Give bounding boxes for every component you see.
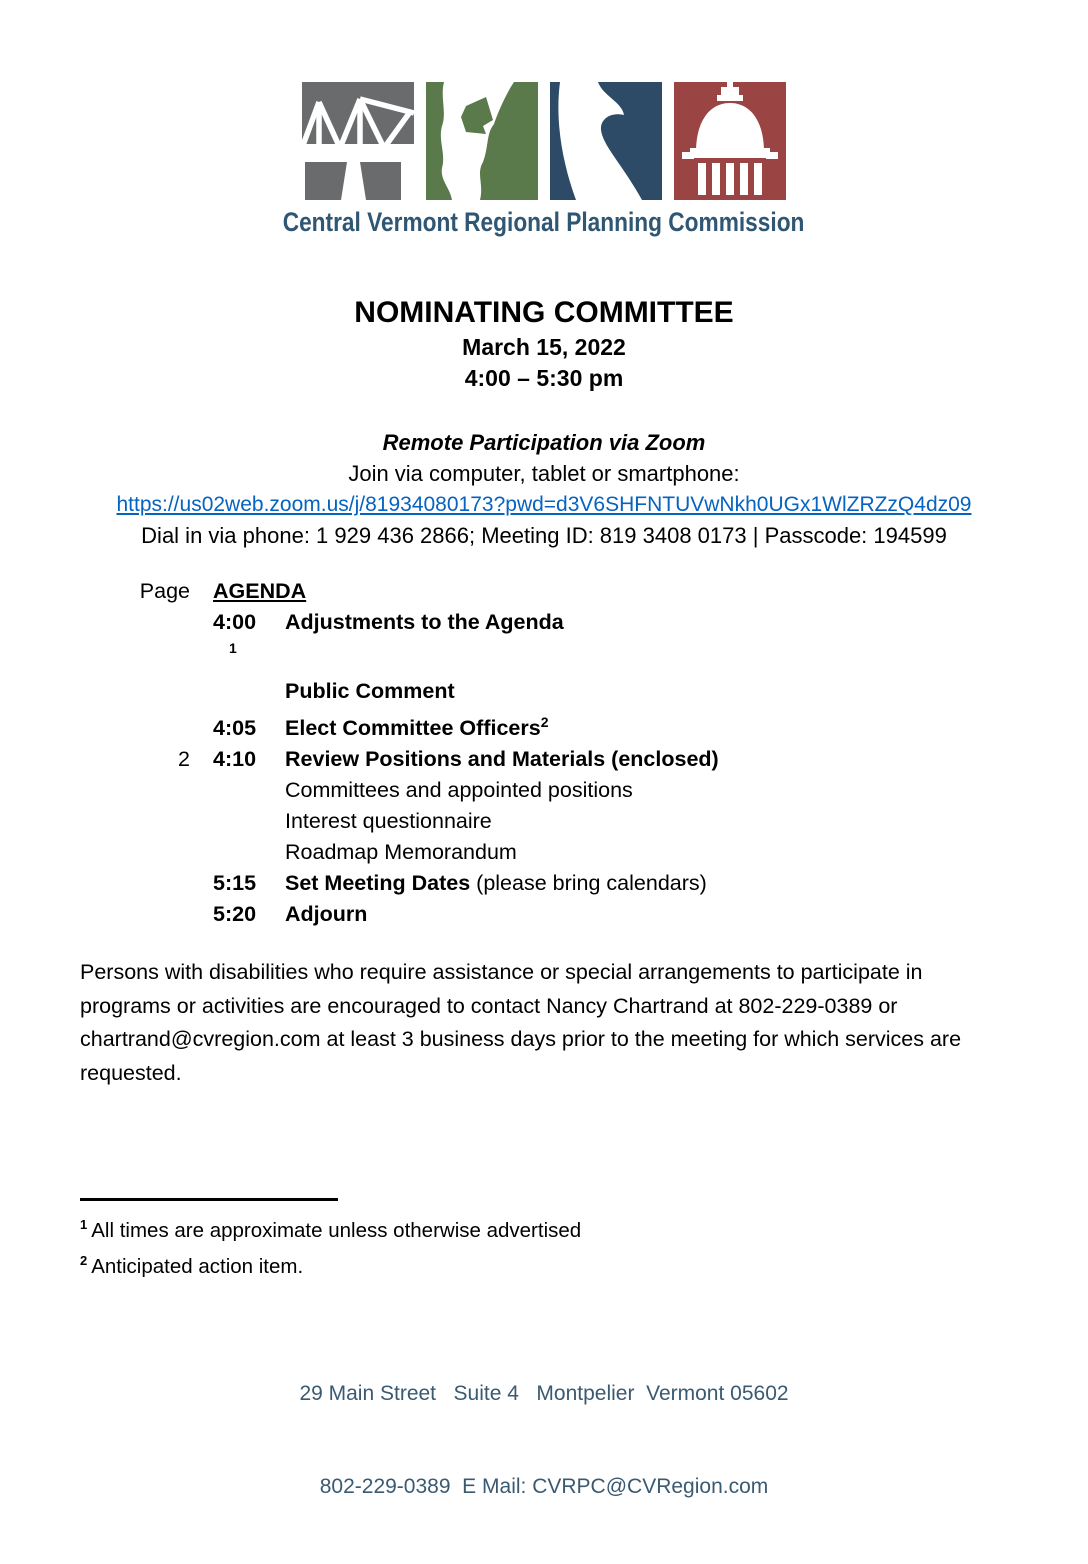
logo-panel-strip xyxy=(301,82,787,200)
footer-address: 29 Main Street Suite 4 Montpelier Vermont 05602 xyxy=(299,1382,789,1405)
agenda-footnote-marker-row xyxy=(80,638,1008,658)
agenda-subitem-row: Committees and appointed positions xyxy=(285,778,633,803)
cvrpc-logo xyxy=(0,82,1088,238)
org-name: Central Vermont Regional Planning Commission xyxy=(283,207,805,237)
meeting-title: NOMINATING COMMITTEE xyxy=(354,296,734,329)
meeting-date: March 15, 2022 xyxy=(462,334,626,360)
capitol-dome-icon xyxy=(673,82,787,200)
page-column-header: Page xyxy=(139,579,190,603)
footnotes-section xyxy=(80,1198,1008,1282)
document-footer xyxy=(0,1316,1088,1564)
agenda-subitem-row: Interest questionnaire xyxy=(285,809,492,834)
agenda-row: 4:05 Elect Committee Officers$^2$ xyxy=(213,714,549,741)
agenda-row: 5:15 Set Meeting Dates (please bring calendars) xyxy=(213,871,707,896)
agenda-spacer-row xyxy=(80,658,1008,676)
agenda-row: 4:00 Adjustments to the Agenda xyxy=(213,610,564,634)
accessibility-notice: Persons with disabilities who require assistance or special arrangements to participate in programs or activities are encouraged to contact Nancy Chartrand at 802-229-0389 or chartrand@cvregion.com at least 3 business days prior to the meeting for which services are requested. xyxy=(80,960,962,1085)
agenda-column-header: AGENDA xyxy=(213,579,307,603)
agenda-row: Public Comment xyxy=(285,679,455,703)
footnote-marker-2: 2 xyxy=(540,714,549,730)
agenda-subitem-row: Roadmap Memorandum xyxy=(285,840,517,865)
zoom-meeting-link[interactable]: https://us02web.zoom.us/j/81934080173?pwd=d3V6SHFNTUVwNkh0UGx1WlZRZzQ4dz09 xyxy=(116,493,972,516)
footnote-1: $^1$ All times are approximate unless otherwise advertised xyxy=(80,1217,582,1242)
bridge-icon xyxy=(301,82,415,200)
remote-participation-heading: Remote Participation via Zoom xyxy=(382,430,706,455)
agenda-row: 5:20 Adjourn xyxy=(213,902,368,927)
footnote-2: $^2$ Anticipated action item. xyxy=(80,1252,304,1278)
agenda-header-row xyxy=(80,576,1008,607)
dial-in-info: Dial in via phone: 1 929 436 2866; Meeting ID: 819 3408 0173 | Passcode: 194599 xyxy=(141,523,947,548)
join-instructions: Join via computer, tablet or smartphone: xyxy=(348,461,740,486)
meeting-time: 4:00 – 5:30 pm xyxy=(464,365,624,391)
agenda-row: 2 4:10 Review Positions and Materials (enclosed) xyxy=(178,747,719,772)
vermont-map-icon xyxy=(425,82,539,200)
footnote-marker-1: 1 xyxy=(229,640,237,656)
footer-contact: 802-229-0389 E Mail: CVRPC@CVRegion.com xyxy=(319,1475,769,1498)
agenda-table xyxy=(80,576,1008,930)
footnote-separator xyxy=(80,1198,338,1201)
river-icon xyxy=(549,82,663,200)
